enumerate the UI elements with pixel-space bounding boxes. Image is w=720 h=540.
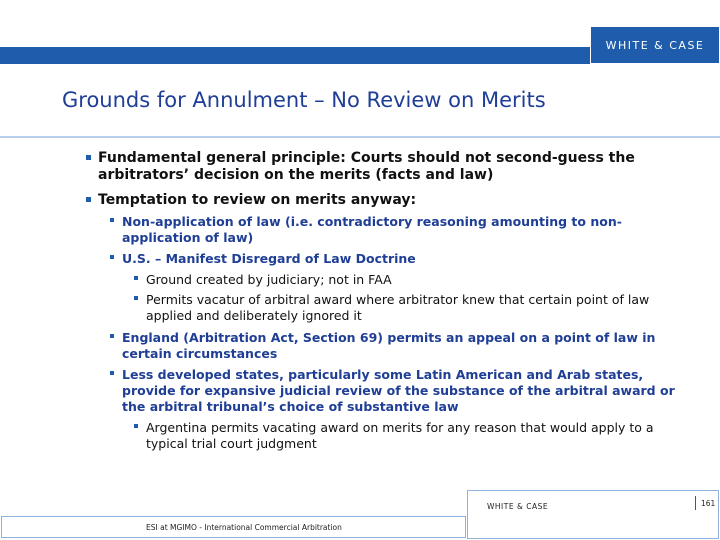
- bullet-level3: [86, 420, 676, 452]
- bullet-text: U.S. – Manifest Disregard of Law Doctrine: [122, 251, 416, 266]
- bullet-text: Fundamental general principle: Courts should not second-guess the arbitrators’ decision on the merits (facts and law): [98, 150, 635, 183]
- square-bullet-icon: [110, 334, 114, 338]
- footer-right-box: [467, 490, 719, 539]
- page-number-divider: [695, 496, 696, 510]
- bullet-text: Non-application of law (i.e. contradictory reasoning amounting to non-application of law): [122, 214, 622, 245]
- bullet-level2: [86, 214, 676, 246]
- bullet-text: Ground created by judiciary; not in FAA: [146, 272, 392, 287]
- footer-left-box: [1, 516, 466, 538]
- bullet-level2: [86, 251, 676, 267]
- slide-title: Grounds for Annulment – No Review on Merits: [62, 88, 546, 112]
- title-divider: [0, 136, 720, 138]
- square-bullet-icon: [134, 424, 138, 428]
- square-bullet-icon: [86, 197, 91, 202]
- bullet-text: Less developed states, particularly some Latin American and Arab states, provide for expansive judicial review of the substance of the arbitral award or the arbitral tribunal’s choice of substantive law: [122, 367, 675, 414]
- page-number: 161: [701, 499, 716, 508]
- footer-course-label: ESI at MGIMO - International Commercial Arbitration: [146, 523, 342, 532]
- brand-logo-text: WHITE & CASE: [605, 38, 705, 52]
- bullet-text: Temptation to review on merits anyway:: [98, 192, 417, 208]
- square-bullet-icon: [134, 276, 138, 280]
- bullet-level3: [86, 272, 676, 288]
- bullet-text: England (Arbitration Act, Section 69) permits an appeal on a point of law in certain circumstances: [122, 330, 656, 361]
- bullet-level2: [86, 330, 676, 362]
- square-bullet-icon: [110, 255, 114, 259]
- slide-body: [86, 150, 676, 456]
- footer-brand: WHITE & CASE: [487, 502, 549, 511]
- bullet-level2: [86, 367, 676, 415]
- square-bullet-icon: [134, 296, 138, 300]
- square-bullet-icon: [86, 155, 91, 160]
- bullet-level1: [86, 192, 676, 209]
- square-bullet-icon: [110, 218, 114, 222]
- bullet-text: Permits vacatur of arbitral award where arbitrator knew that certain point of law applied and deliberately ignored it: [146, 292, 650, 323]
- bullet-level3: [86, 292, 676, 324]
- brand-logo: [590, 26, 720, 64]
- square-bullet-icon: [110, 371, 114, 375]
- bullet-level1: [86, 150, 676, 184]
- bullet-text: Argentina permits vacating award on merits for any reason that would apply to a typical trial court judgment: [146, 420, 654, 451]
